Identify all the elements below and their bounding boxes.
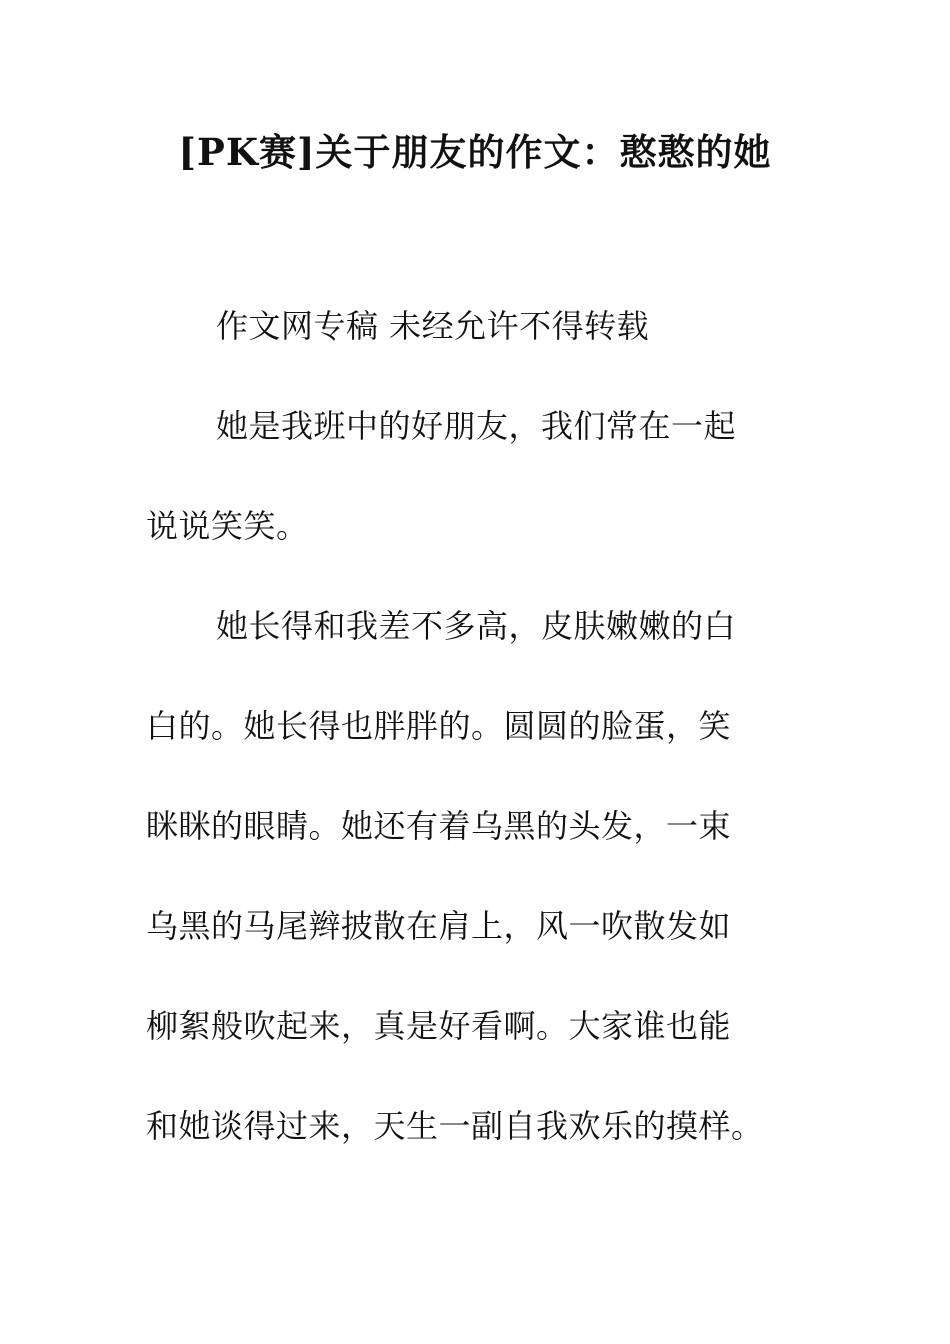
text-line: 她长得和我差不多高，皮肤嫩嫩的白 [216,607,737,645]
text-line: 眯眯的眼睛。她还有着乌黑的头发，一束 [146,807,732,845]
text-line: 她是我班中的好朋友，我们常在一起 [216,407,737,445]
text-line: 和她谈得过来，天生一副自我欢乐的摸样。 [146,1107,764,1145]
text-line: 乌黑的马尾辫披散在肩上，风一吹散发如 [146,907,732,945]
text-line: 白的。她长得也胖胖的。圆圆的脸蛋，笑 [146,707,732,745]
text-line: 柳絮般吹起来，真是好看啊。大家谁也能 [146,1007,732,1045]
text-line: 说说笑笑。 [146,507,309,545]
text-line: 作文网专稿 未经允许不得转载 [216,307,650,345]
document-title: [PK赛]关于朋友的作文：憨憨的她 [178,130,772,174]
